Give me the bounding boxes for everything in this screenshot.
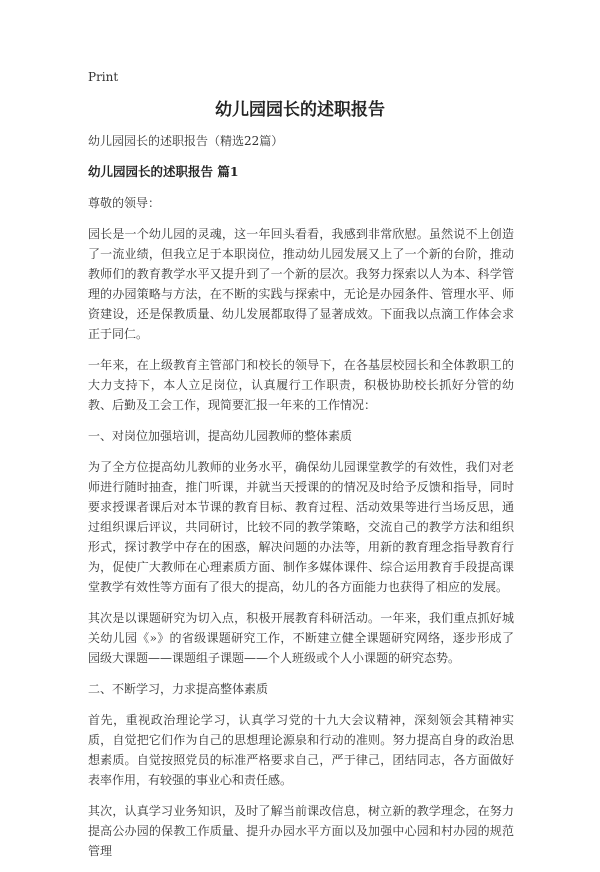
section-subheading: 一、对岗位加强培训，提高幼儿园教师的整体素质 — [88, 429, 353, 443]
section-heading: 幼儿园园长的述职报告 篇1 — [88, 164, 239, 179]
paragraph: 首先，重视政治理论学习，认真学习党的十九大会议精神，深刻领会其精神实质，自觉把它们作为自己的思想理论源泉和行动的准则。努力提高自身的政治思想素质。自觉按照党员的标准严格要求自己，严于律己，团结同志，各方面做好表率作用，有较强的事业心和责任感。 — [88, 713, 514, 787]
section-subheading: 二、不断学习，力求提高整体素质 — [88, 682, 269, 696]
document-title: 幼儿园园长的述职报告 — [215, 100, 385, 120]
paragraph: 园长是一个幼儿园的灵魂，这一年回头看看，我感到非常欣慰。虽然说不上创造了一流业绩，但我立足于本职岗位，推动幼儿园发展又上了一个新的台阶，推动教师们的教育教学水平又提升到了一个新的层次。我努力探索以人为本、科学管理的办园策略与方法，在不断的实践与探索中，无论是办园条件、管理水平、师资建设，还是保教质量、幼儿发展都取得了显著成效。下面我以点滴工作体会求正于同仁。 — [88, 227, 514, 341]
print-link[interactable]: Print — [88, 70, 119, 84]
paragraph: 其次，认真学习业务知识，及时了解当前课改信息，树立新的教学理念，在努力提高公办园的保教工作质量、提升办园水平方面以及加强中心园和村办园的规范管理 — [88, 804, 514, 858]
salutation: 尊敬的领导： — [88, 196, 161, 210]
document-body — [88, 131, 514, 872]
paragraph: 为了全方位提高幼儿教师的业务水平，确保幼儿园课堂教学的有效性，我们对老师进行随时抽查，推门听课，并就当天授课的的情况及时给予反馈和指导，同时要求授课者课后对本节课的教育目标、教育过程、活动效果等进行当场反思，通过组织课后评议，共同研讨，比较不同的教学策略，交流自己的教学方法和组织形式，探讨教学中存在的困惑，解决问题的办法等，用新的教育理念指导教育行为，促使广大教师在心理素质方面、制作多媒体课件、综合运用教育手段提高课堂教学有效性等方面有了很大的提高，幼儿的各方面能力也获得了相应的发展。 — [88, 460, 514, 594]
paragraph: 一年来，在上级教育主管部门和校长的领导下，在各基层校园长和全体教职工的大力支持下，本人立足岗位，认真履行工作职责，积极协助校长抓好分管的幼教、后勤及工会工作，现简要汇报一年来的工作情况： — [88, 358, 514, 412]
paragraph: 其次是以课题研究为切入点，积极开展教育科研活动。一年来，我们重点抓好城关幼儿园《»》的省级课题研究工作，不断建立健全课题研究网络，逐步形成了园级大课题——课题组子课题——个人班级或个人小课题的研究态势。 — [88, 611, 514, 665]
document-subtitle: 幼儿园园长的述职报告（精选22篇） — [88, 134, 284, 148]
